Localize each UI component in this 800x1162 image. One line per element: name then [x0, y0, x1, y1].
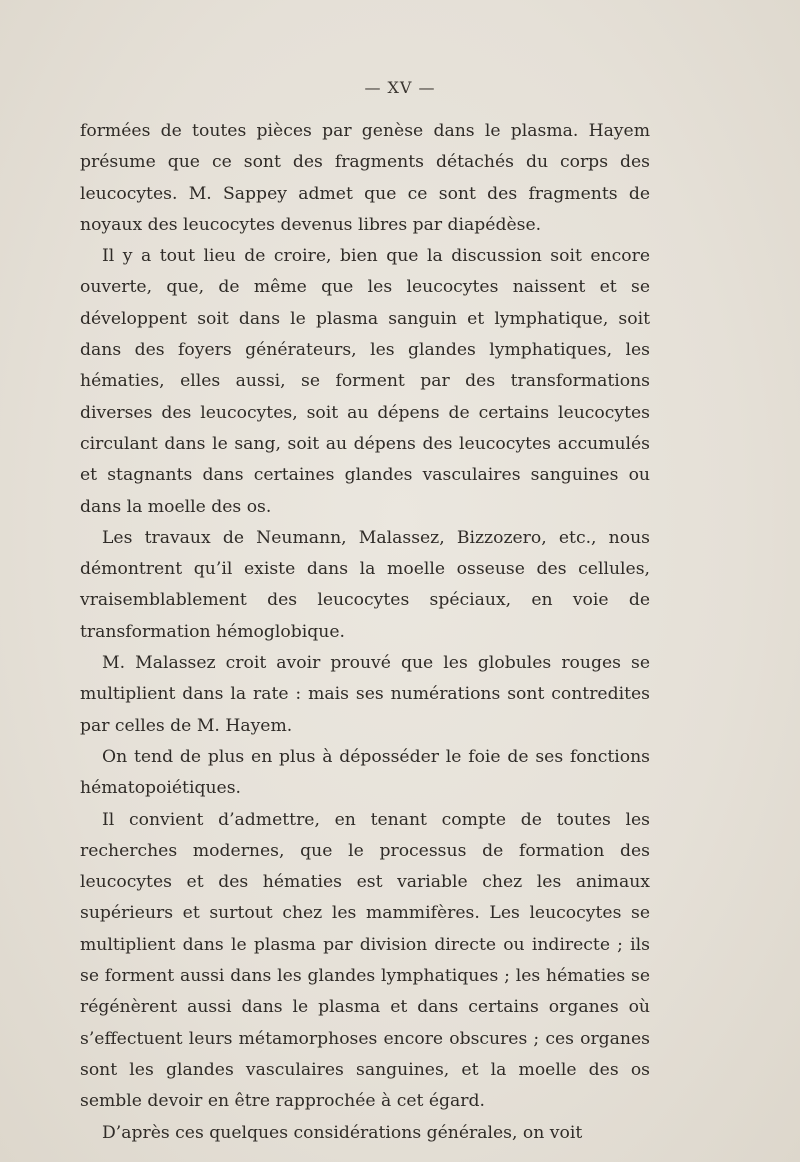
paragraph: M. Malassez croit avoir prouvé que les globules rouges se multiplient dans la rate : mais ses numérations sont contredites par celles de M. Hayem. [80, 653, 650, 736]
page-number: — XV — [364, 78, 436, 97]
page-body [80, 116, 650, 1149]
paragraph: Il y a tout lieu de croire, bien que la discussion soit encore ouverte, que, de même que les leucocytes naissent et se développent soit dans le plasma sanguin et lymphatique, soit dans des foyers générateurs, les glandes lymphatiques, les hématies, elles aussi, se forment par des transformations diverses des leucocytes, soit au dépens de certains leucocytes circulant dans le sang, soit au dépens des leucocytes accumulés et stagnants dans certaines glandes vasculaires sanguines ou dans la moelle des os. [80, 246, 650, 517]
paragraph: formées de toutes pièces par genèse dans le plasma. Hayem présume que ce sont des fragments détachés du corps des leucocytes. M. Sappey admet que ce sont des fragments de noyaux des leucocytes devenus libres par diapédèse. [80, 121, 650, 235]
paragraph: Les travaux de Neumann, Malassez, Bizzozero, etc., nous démontrent qu’il existe dans la moelle osseuse des cellules, vraisemblablement des leucocytes spéciaux, en voie de transformation hémoglobique. [80, 527, 650, 642]
paragraph: Il convient d’admettre, en tenant compte de toutes les recherches modernes, que le processus de formation des leucocytes et des hématies est variable chez les animaux supérieurs et surtout chez les mammifères. Les leucocytes se multiplient dans le plasma par division directe ou indirecte ; ils se forment aussi dans les glandes lymphatiques ; les hématies se régénèrent aussi dans le plasma et dans certains organes où s’effectuent leurs métamorphoses encore obscures ; ces organes sont les glandes vasculaires sanguines, et la moelle des os semble devoir en être rapprochée à cet égard. [80, 809, 650, 1112]
paragraph: On tend de plus en plus à déposséder le foie de ses fonctions hématopoiétiques. [80, 746, 650, 799]
paragraph: D’après ces quelques considérations générales, on voit [102, 1122, 583, 1143]
